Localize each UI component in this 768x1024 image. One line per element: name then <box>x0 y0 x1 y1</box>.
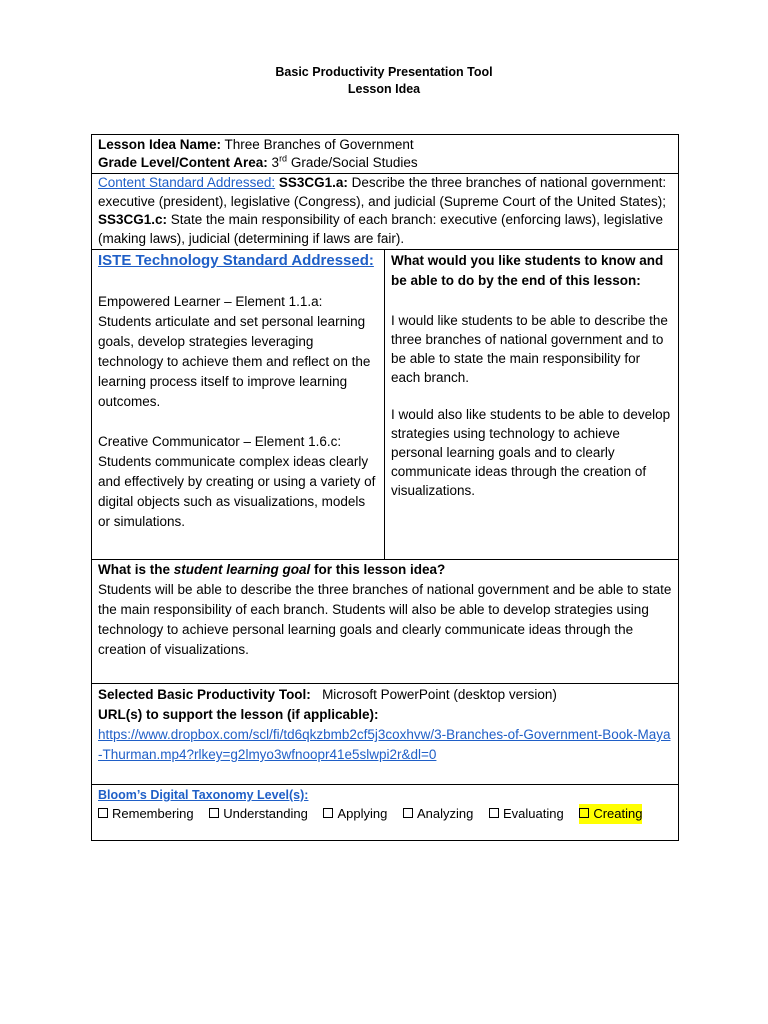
iste-heading[interactable]: ISTE Technology Standard Addressed: <box>98 252 374 269</box>
checkbox-icon[interactable] <box>403 808 413 818</box>
learning-goal-row <box>92 559 678 683</box>
bloom-title[interactable]: Bloom’s Digital Taxonomy Level(s): <box>98 788 309 802</box>
content-standard-label[interactable]: Content Standard Addressed: <box>98 175 276 190</box>
page-header <box>0 64 768 98</box>
bloom-label: Creating <box>593 806 643 821</box>
learning-goal-question <box>98 560 672 580</box>
tool-row <box>92 683 678 784</box>
objective-2: I would also like students to be able to develop strategies using technology to achieve personal learning goals and to clearly communicate ideas through the creation of visualizations. <box>391 407 671 498</box>
goal-q-pre: What is the <box>98 562 174 577</box>
goal-q-post: for this lesson idea? <box>310 562 446 577</box>
standards-objectives-row <box>92 249 678 559</box>
tool-label: Selected Basic Productivity Tool: <box>98 687 311 702</box>
bloom-label: Applying <box>337 806 388 821</box>
lesson-table <box>91 134 679 841</box>
learning-goal-text: Students will be able to describe the three branches of national government and be able to state the main responsibility of each branch. Students will also be able to develop strategies using technology to achieve personal learning goals and clearly communicate ideas through the creation of visualizations. <box>98 582 672 657</box>
grade-suffix: rd <box>279 153 288 164</box>
grade-level-line <box>98 154 672 172</box>
bloom-creating[interactable] <box>579 804 642 824</box>
checkbox-icon[interactable] <box>209 808 219 818</box>
grade-level-label: Grade Level/Content Area: <box>98 155 268 170</box>
bloom-remembering[interactable] <box>98 804 194 824</box>
objectives-heading: What would you like students to know and be able to do by the end of this lesson: <box>391 253 664 288</box>
bloom-levels <box>98 804 672 824</box>
iste-element-2: Creative Communicator – Element 1.6.c: Students communicate complex ideas clearly and effectively by creating or using a variety of digital objects such as visualizations, models or simulations. <box>98 434 376 529</box>
bloom-label: Understanding <box>223 806 308 821</box>
checkbox-icon[interactable] <box>98 808 108 818</box>
grade-number: 3 <box>267 155 280 170</box>
bloom-applying[interactable] <box>323 804 387 824</box>
bloom-label: Remembering <box>112 806 194 821</box>
standard-code-a: SS3CG1.a: <box>278 175 348 190</box>
checkbox-icon[interactable] <box>489 808 499 818</box>
iste-column <box>92 250 385 559</box>
standard-text-c: State the main responsibility of each branch: executive (enforcing laws), legislative (making laws), judicial (determining if laws are fair). <box>98 212 664 246</box>
page-title: Basic Productivity Presentation Tool <box>275 65 493 79</box>
bloom-understanding[interactable] <box>209 804 308 824</box>
bloom-row <box>92 784 678 840</box>
url-label: URL(s) to support the lesson (if applicable): <box>98 707 379 722</box>
tool-line <box>98 685 672 705</box>
bloom-analyzing[interactable] <box>403 804 473 824</box>
page-subtitle: Lesson Idea <box>347 82 421 96</box>
lesson-url-link[interactable]: https://www.dropbox.com/scl/fi/td6qkzbmb2cf5j3coxhvw/3-Branches-of-Government-Book-Maya-Thurman.mp4?rlkey=g2lmyo3wfnoopr41e5slwpi2r&dl=0 <box>98 727 671 762</box>
standard-text-a: Describe the three branches of national government: executive (president), legislative (Congress), and judicial (Supreme Court of the United States); <box>98 175 667 209</box>
iste-element-1: Empowered Learner – Element 1.1.a: Students articulate and set personal learning goals, develop strategies leveraging technology to achieve them and reflect on the learning process itself to improve learning outcomes. <box>98 294 371 409</box>
bloom-label: Analyzing <box>416 806 474 821</box>
bloom-label: Evaluating <box>502 806 564 821</box>
checkbox-icon[interactable] <box>579 808 589 818</box>
bloom-evaluating[interactable] <box>489 804 564 824</box>
tool-value: Microsoft PowerPoint (desktop version) <box>310 687 557 702</box>
lesson-info-row <box>92 135 678 173</box>
lesson-name-line <box>98 136 672 154</box>
content-standard-row <box>92 173 678 249</box>
checkbox-icon[interactable] <box>323 808 333 818</box>
objectives-column <box>385 250 678 559</box>
lesson-name-label: Lesson Idea Name: <box>98 137 222 152</box>
standard-code-c: SS3CG1.c: <box>98 212 168 227</box>
lesson-name-value: Three Branches of Government <box>221 137 414 152</box>
objective-1: I would like students to be able to describe the three branches of national government and to be able to state the main responsibility for each branch. <box>391 313 668 385</box>
goal-q-italic: student learning goal <box>173 562 311 577</box>
grade-rest: Grade/Social Studies <box>287 155 418 170</box>
